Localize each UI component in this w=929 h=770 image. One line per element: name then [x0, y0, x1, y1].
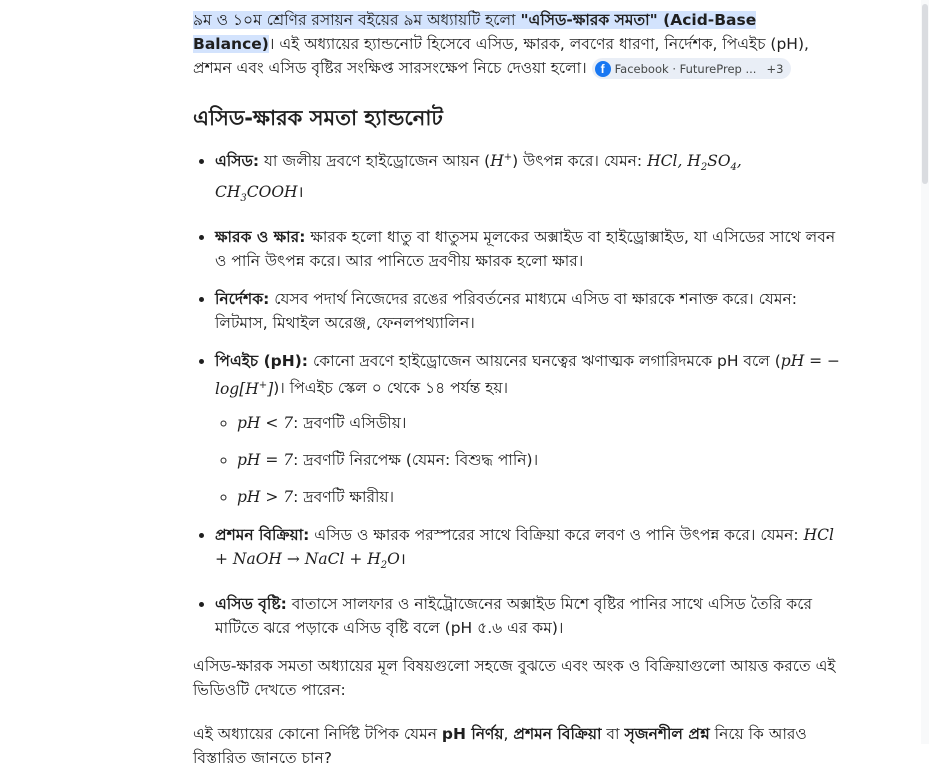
- facebook-icon: f: [595, 61, 611, 77]
- ph-subitem: ◦ pH > 7: দ্রবণটি ক্ষারীয়।: [237, 485, 843, 509]
- ph-sublist: [215, 411, 843, 509]
- chapter-name: "এসিড-ক্ষারক সমতা" (Acid-Base Balance): [193, 11, 757, 53]
- handnote-list: [193, 146, 843, 640]
- ph-subitem: ◦ pH = 7: দ্রবণটি নিরপেক্ষ (যেমন: বিশুদ্ধ পানি)।: [237, 448, 843, 472]
- ph-subitem: ◦ pH < 7: দ্রবণটি এসিডীয়।: [237, 411, 843, 435]
- response-content: [193, 8, 843, 770]
- ph-formula: pH = − log[H+]: [215, 352, 841, 398]
- scrollbar[interactable]: [921, 0, 929, 744]
- list-item-acid-rain: • এসিড বৃষ্টি: বাতাসে সালফার ও নাইট্রোজেনের অক্সাইড মিশে বৃষ্টির পানির সাথে এসিড তৈরি করে মাটিতে ঝরে পড়াকে এসিড বৃষ্টি বলে (pH ৫.৬ এর কম)।: [215, 592, 843, 640]
- scrollbar-thumb[interactable]: [922, 4, 928, 184]
- handnote-title: এসিড-ক্ষারক সমতা হ্যান্ডনোট: [193, 106, 443, 130]
- list-item-ph: • পিএইচ (pH): কোনো দ্রবণে হাইড্রোজেন আয়নের ঘনত্বের ঋণাত্মক লগারিদমকে pH বলে (pH = − log[H+])। পিএইচ স্কেল ০ থেকে ১৪ পর্যন্ত হয়। ◦ pH < 7: দ্রবণটি এসিডীয়। ◦ pH = 7: দ্রবণটি নিরপেক্ষ (যেমন: বিশুদ্ধ পানি)। ◦ pH > 7: দ্রবণটি ক্ষারীয়।: [215, 349, 843, 508]
- list-item-base: • ক্ষারক ও ক্ষার: ক্ষারক হলো ধাতু বা ধাতুসম মূলকের অক্সাইড বা হাইড্রোক্সাইড, যা এসিডের সাথে লবন ও পানি উৎপন্ন করে। আর পানিতে দ্রবণীয় ক্ষারক হলো ক্ষার।: [215, 225, 843, 273]
- video-paragraph: এসিড-ক্ষারক সমতা অধ্যায়ের মূল বিষয়গুলো সহজে বুঝতে এবং অংক ও বিক্রিয়াগুলো আয়ত্ত করতে এই ভিডিওটি দেখতে পারেন:: [193, 656, 836, 699]
- neutralization-equation: HCl + NaOH → NaCl + $H_2O$: [215, 525, 834, 571]
- highlighted-text[interactable]: ৯ম ও ১০ম শ্রেণির রসায়ন বইয়ের ৯ম অধ্যায়টি হলো "এসিড-ক্ষারক সমতা" (Acid-Base Balance): [193, 11, 757, 53]
- list-item-indicator: • নির্দেশক: যেসব পদার্থ নিজেদের রঙের পরিবর্তনের মাধ্যমে এসিড বা ক্ষারকে শনাক্ত করে। যেমন: লিটমাস, মিথাইল অরেঞ্জ, ফেনলপথ্যালিন।: [215, 287, 843, 335]
- list-item-neutralization: • প্রশমন বিক্রিয়া: এসিড ও ক্ষারক পরস্পরের সাথে বিক্রিয়া করে লবণ ও পানি উৎপন্ন করে। যেমন: HCl + NaOH → NaCl + $H_2O।$: [215, 523, 843, 578]
- acid-examples: HCl, $H_2SO_4$, $CH_3COOH$: [215, 152, 742, 205]
- source-chip-label: Facebook · FuturePrep ...: [614, 61, 757, 76]
- source-chip[interactable]: [592, 58, 792, 79]
- list-item-acid: • এসিড: যা জলীয় দ্রবণে হাইড্রোজেন আয়ন (H+) উৎপন্ন করে। যেমন: HCl, $H_2SO_4$, $CH_3COOH।$: [215, 146, 843, 211]
- source-chip-more: +3: [766, 61, 784, 76]
- followup-question: এই অধ্যায়ের কোনো নির্দিষ্ট টপিক যেমন pH নির্ণয়, প্রশমন বিক্রিয়া বা সৃজনশীল প্রশ্ন নিয়ে কি আরও বিস্তারিত জানতে চান?: [193, 724, 807, 767]
- intro-paragraph: ৯ম ও ১০ম শ্রেণির রসায়ন বইয়ের ৯ম অধ্যায়টি হলো "এসিড-ক্ষারক সমতা" (Acid-Base Balance)। এই অধ্যায়ের হ্যান্ডনোট হিসেবে এসিড, ক্ষারক, লবণের ধারণা, নির্দেশক, পিএইচ (pH), প্রশমন এবং এসিড বৃষ্টির সংক্ষিপ্ত সারসংক্ষেপ নিচে দেওয়া হলো। f Facebook · FuturePrep ... +3: [193, 8, 843, 80]
